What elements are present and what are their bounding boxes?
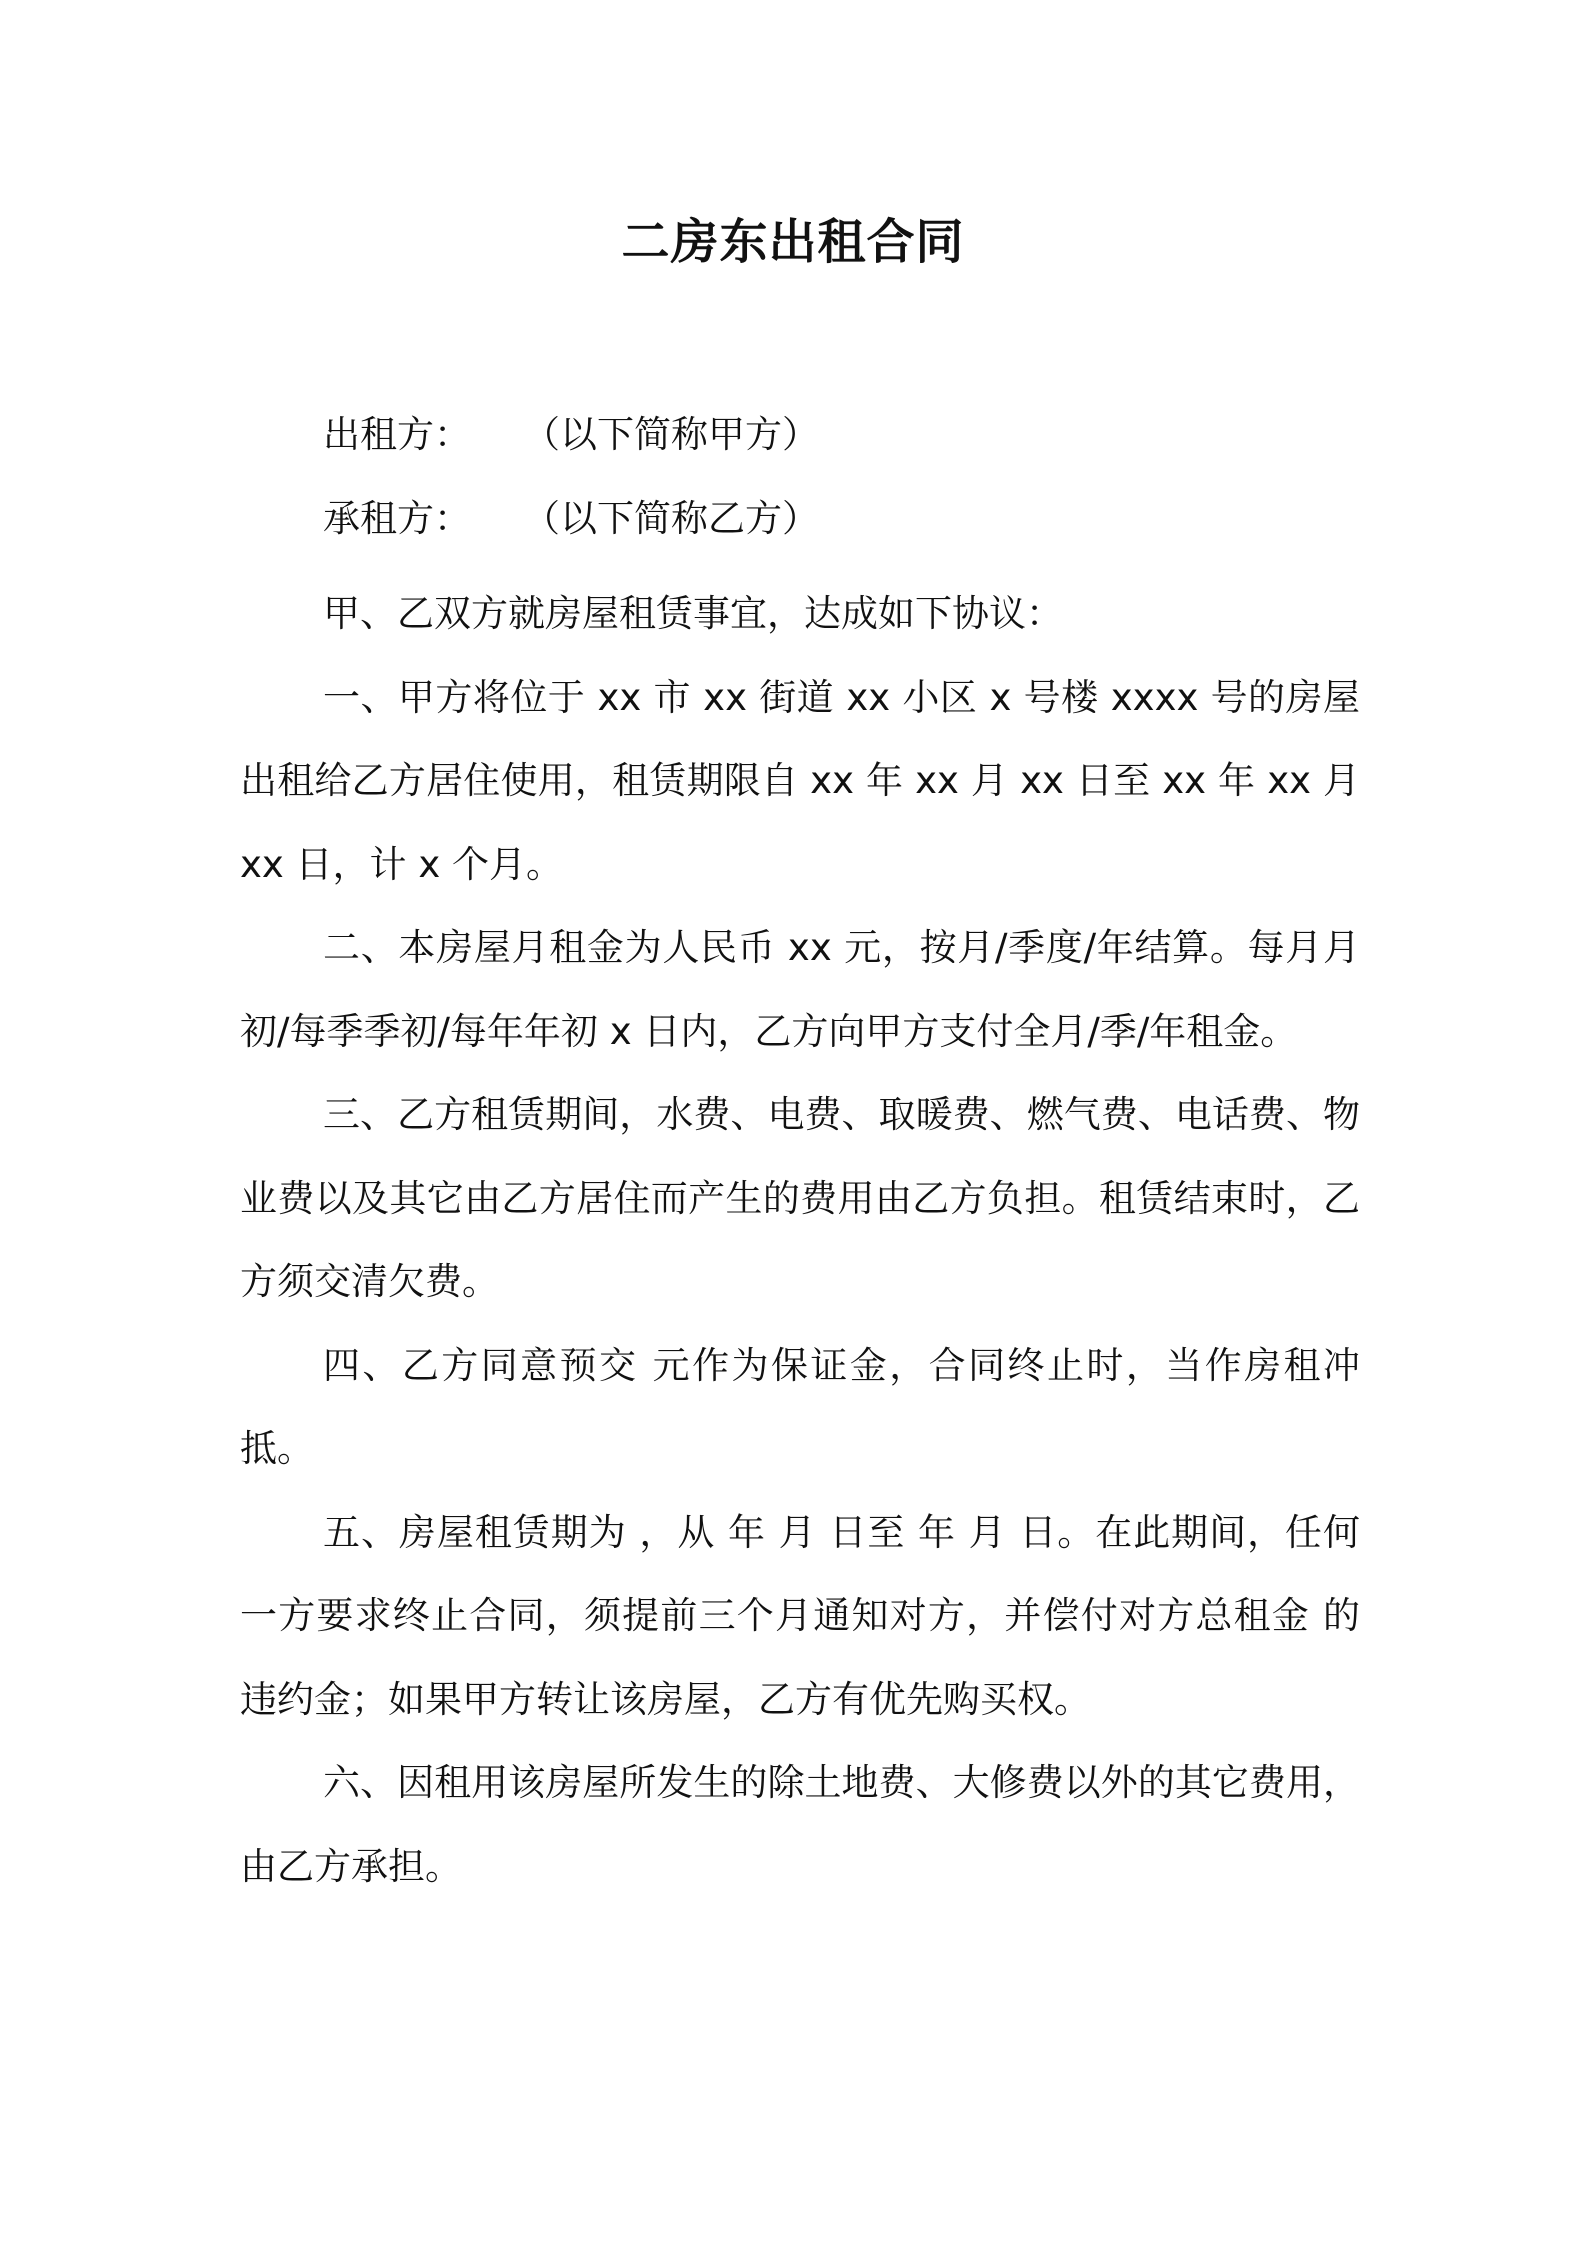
clause-5-lease-period: 五、房屋租赁期为 ，从 年 月 日至 年 月 日。在此期间，任何一方要求终止合同，须提前三个月通知对方，并偿付对方总租金 的违约金；如果甲方转让该房屋，乙方有优先购买权。	[240, 1510, 1360, 1721]
clause-1-premises-term: 一、甲方将位于 xx 市 xx 街道 xx 小区 x 号楼 xxxx 号的房屋出租给乙方居住使用，租赁期限自 xx 年 xx 月 xx 日至 xx 年 xx 月 xx 日，计 x 个月。	[240, 675, 1360, 886]
lessee-label: 承租方：	[323, 497, 471, 540]
document-title: 二房东出租合同	[621, 214, 965, 270]
clause-3-utilities: 三、乙方租赁期间，水费、电费、取暖费、燃气费、电话费、物业费以及其它由乙方居住而产生的费用由乙方负担。租赁结束时，乙方须交清欠费。	[240, 1093, 1360, 1303]
agreement-intro: 甲、乙双方就房屋租赁事宜，达成如下协议：	[323, 592, 1063, 635]
clause-6-other-fees: 六、因租用该房屋所发生的除土地费、大修费以外的其它费用，由乙方承担。	[240, 1761, 1360, 1888]
lessor-note: （以下简称甲方）	[523, 413, 819, 456]
clause-2-rent: 二、本房屋月租金为人民币 xx 元，按月/季度/年结算。每月月初/每季季初/每年年初 x 日内，乙方向甲方支付全月/季/年租金。	[240, 926, 1360, 1053]
lessee-note: （以下简称乙方）	[523, 497, 819, 540]
lessor-line	[323, 410, 819, 460]
lessor-label: 出租方：	[323, 413, 471, 456]
clause-4-deposit: 四、乙方同意预交 元作为保证金，合同终止时，当作房租冲抵。	[240, 1343, 1360, 1470]
contract-body	[240, 572, 1360, 1908]
lessee-line	[323, 494, 819, 544]
